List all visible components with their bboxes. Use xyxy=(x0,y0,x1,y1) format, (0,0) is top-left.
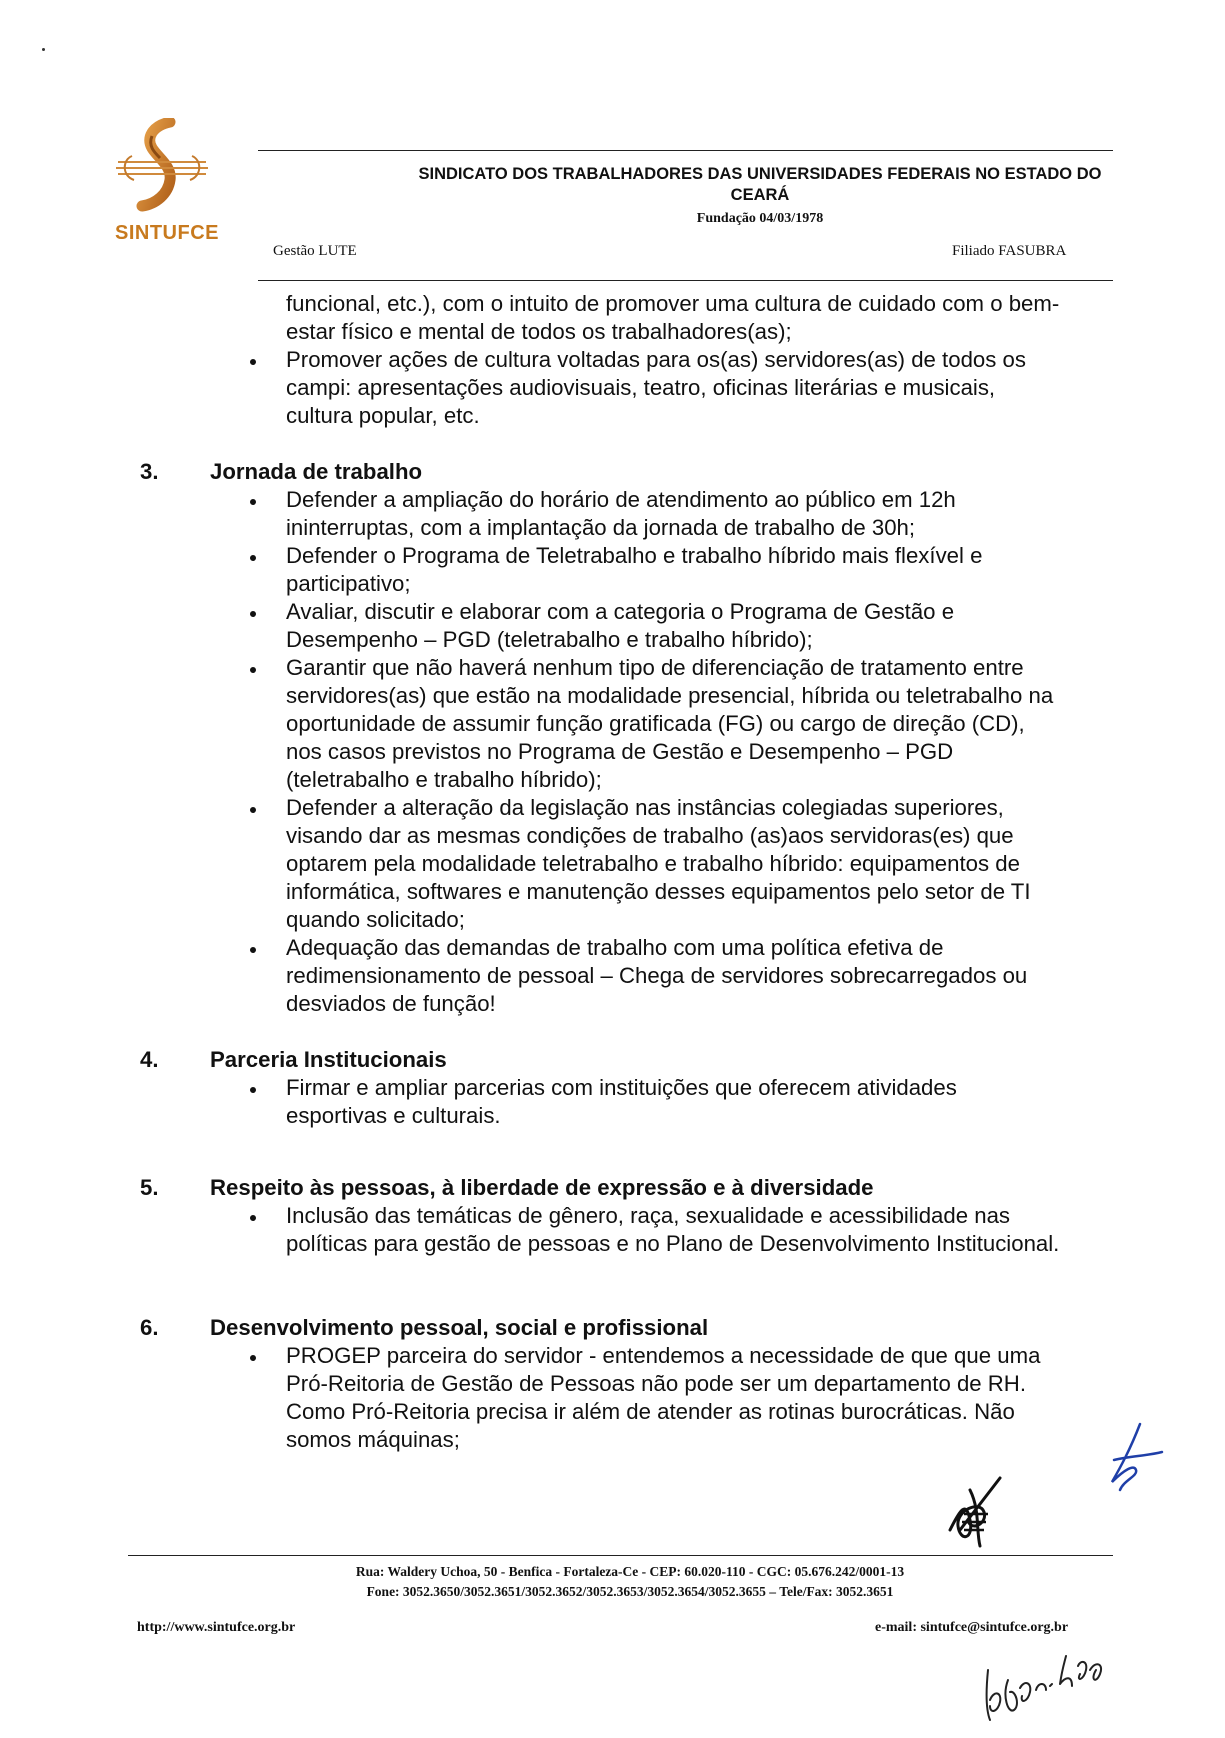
founded-date: Fundação 04/03/1978 xyxy=(696,211,824,226)
section-heading xyxy=(140,1174,1060,1202)
organization-title xyxy=(400,164,1120,206)
section-title: Respeito às pessoas, à liberdade de expressão e à diversidade xyxy=(210,1175,874,1200)
footer-website-link[interactable]: http://www.sintufce.org.br xyxy=(137,1620,296,1635)
list-item: Inclusão das temáticas de gênero, raça, sexualidade e acessibilidade nas políticas para gestão de pessoas e no Plano de Desenvolvimento Institucional. xyxy=(140,1202,1060,1258)
section-3-list xyxy=(140,486,1060,1018)
organization-title-line2: CEARÁ xyxy=(730,186,790,204)
section-title: Parceria Institucionais xyxy=(210,1047,447,1072)
header-top-rule xyxy=(258,150,1113,151)
list-item: Avaliar, discutir e elaborar com a categoria o Programa de Gestão e Desempenho – PGD (teletrabalho e trabalho híbrido); xyxy=(140,598,1060,654)
section-4 xyxy=(140,1046,1060,1130)
section-4-list xyxy=(140,1074,1060,1130)
list-item: Promover ações de cultura voltadas para os(as) servidores(as) de todos os campi: apresentações audiovisuais, teatro, oficinas literárias e musicais, cultura popular, etc. xyxy=(140,346,1060,430)
section-heading xyxy=(140,1314,1060,1342)
section-5 xyxy=(140,1174,1060,1258)
list-item: Garantir que não haverá nenhum tipo de diferenciação de tratamento entre servidores(as) que estão na modalidade presencial, híbrida ou teletrabalho na oportunidade de assumir função gratificada (FG) ou cargo de direção (CD), nos casos previstos no Programa de Gestão e Desempenho – PGD (teletrabalho e trabalho híbrido); xyxy=(140,654,1060,794)
organization-title-line1: SINDICATO DOS TRABALHADORES DAS UNIVERSIDADES FEDERAIS NO ESTADO DO xyxy=(418,165,1102,183)
logo-wordmark: SINTUFCE xyxy=(115,222,219,244)
section-5-list xyxy=(140,1202,1060,1258)
footer-rule xyxy=(128,1555,1113,1556)
list-item: Defender a alteração da legislação nas instâncias colegiadas superiores, visando dar as mesmas condições de trabalho (as)aos servidoras(es) que optarem pela modalidade teletrabalho e trabalho híbrido: equipamentos de informática, softwares e manutenção desses equipamentos pelo setor de TI quando solicitado; xyxy=(140,794,1060,934)
list-item: Defender a ampliação do horário de atendimento ao público em 12h ininterruptas, com a implantação da jornada de trabalho de 30h; xyxy=(140,486,1060,542)
list-item: Defender o Programa de Teletrabalho e trabalho híbrido mais flexível e participativo; xyxy=(140,542,1060,598)
footer-address-line1: Rua: Waldery Uchoa, 50 - Benfica - Fortaleza-Ce - CEP: 60.020-110 - CGC: 05.676.242/0001-13 xyxy=(355,1564,905,1579)
handwritten-initials-icon xyxy=(940,1470,1010,1550)
list-item: PROGEP parceira do servidor - entendemos a necessidade de que que uma Pró-Reitoria de Gestão de Pessoas não pode ser um departamento de RH. Como Pró-Reitoria precisa ir além de atender as rotinas burocráticas. Não somos máquinas; xyxy=(140,1342,1060,1454)
section-6-list xyxy=(140,1342,1060,1454)
sintufce-logo-icon xyxy=(112,118,212,218)
section-number: 6. xyxy=(140,1315,159,1340)
footer-email-link[interactable]: e-mail: sintufce@sintufce.org.br xyxy=(875,1620,1069,1635)
section-3 xyxy=(140,458,1060,1018)
section-6 xyxy=(140,1314,1060,1454)
document-body xyxy=(140,290,1060,1454)
continuation-list xyxy=(140,346,1060,430)
filiado-label: Filiado FASUBRA xyxy=(952,243,1067,259)
bottom-signature-icon xyxy=(980,1640,1140,1730)
section-number: 3. xyxy=(140,459,159,484)
continuation-paragraph: funcional, etc.), com o intuito de promover uma cultura de cuidado com o bem-estar físico e mental de todos os trabalhadores(as); xyxy=(286,291,1060,344)
section-heading xyxy=(140,1046,1060,1074)
footer-address xyxy=(240,1562,1020,1602)
gestao-label: Gestão LUTE xyxy=(273,243,357,259)
section-heading xyxy=(140,458,1060,486)
list-item: Adequação das demandas de trabalho com uma política efetiva de redimensionamento de pessoal – Chega de servidores sobrecarregados ou desviados de função! xyxy=(140,934,1060,1018)
section-title: Desenvolvimento pessoal, social e profissional xyxy=(210,1315,709,1340)
section-title: Jornada de trabalho xyxy=(210,459,423,484)
section-number: 5. xyxy=(140,1175,159,1200)
scan-speck xyxy=(42,48,45,51)
section-number: 4. xyxy=(140,1047,159,1072)
list-item: Firmar e ampliar parcerias com instituições que oferecem atividades esportivas e culturais. xyxy=(140,1074,1060,1130)
handwritten-rubric-icon xyxy=(1100,1420,1170,1500)
header-bottom-rule xyxy=(258,280,1113,281)
footer-address-line2: Fone: 3052.3650/3052.3651/3052.3652/3052.3653/3052.3654/3052.3655 – Tele/Fax: 3052.3651 xyxy=(366,1584,894,1599)
